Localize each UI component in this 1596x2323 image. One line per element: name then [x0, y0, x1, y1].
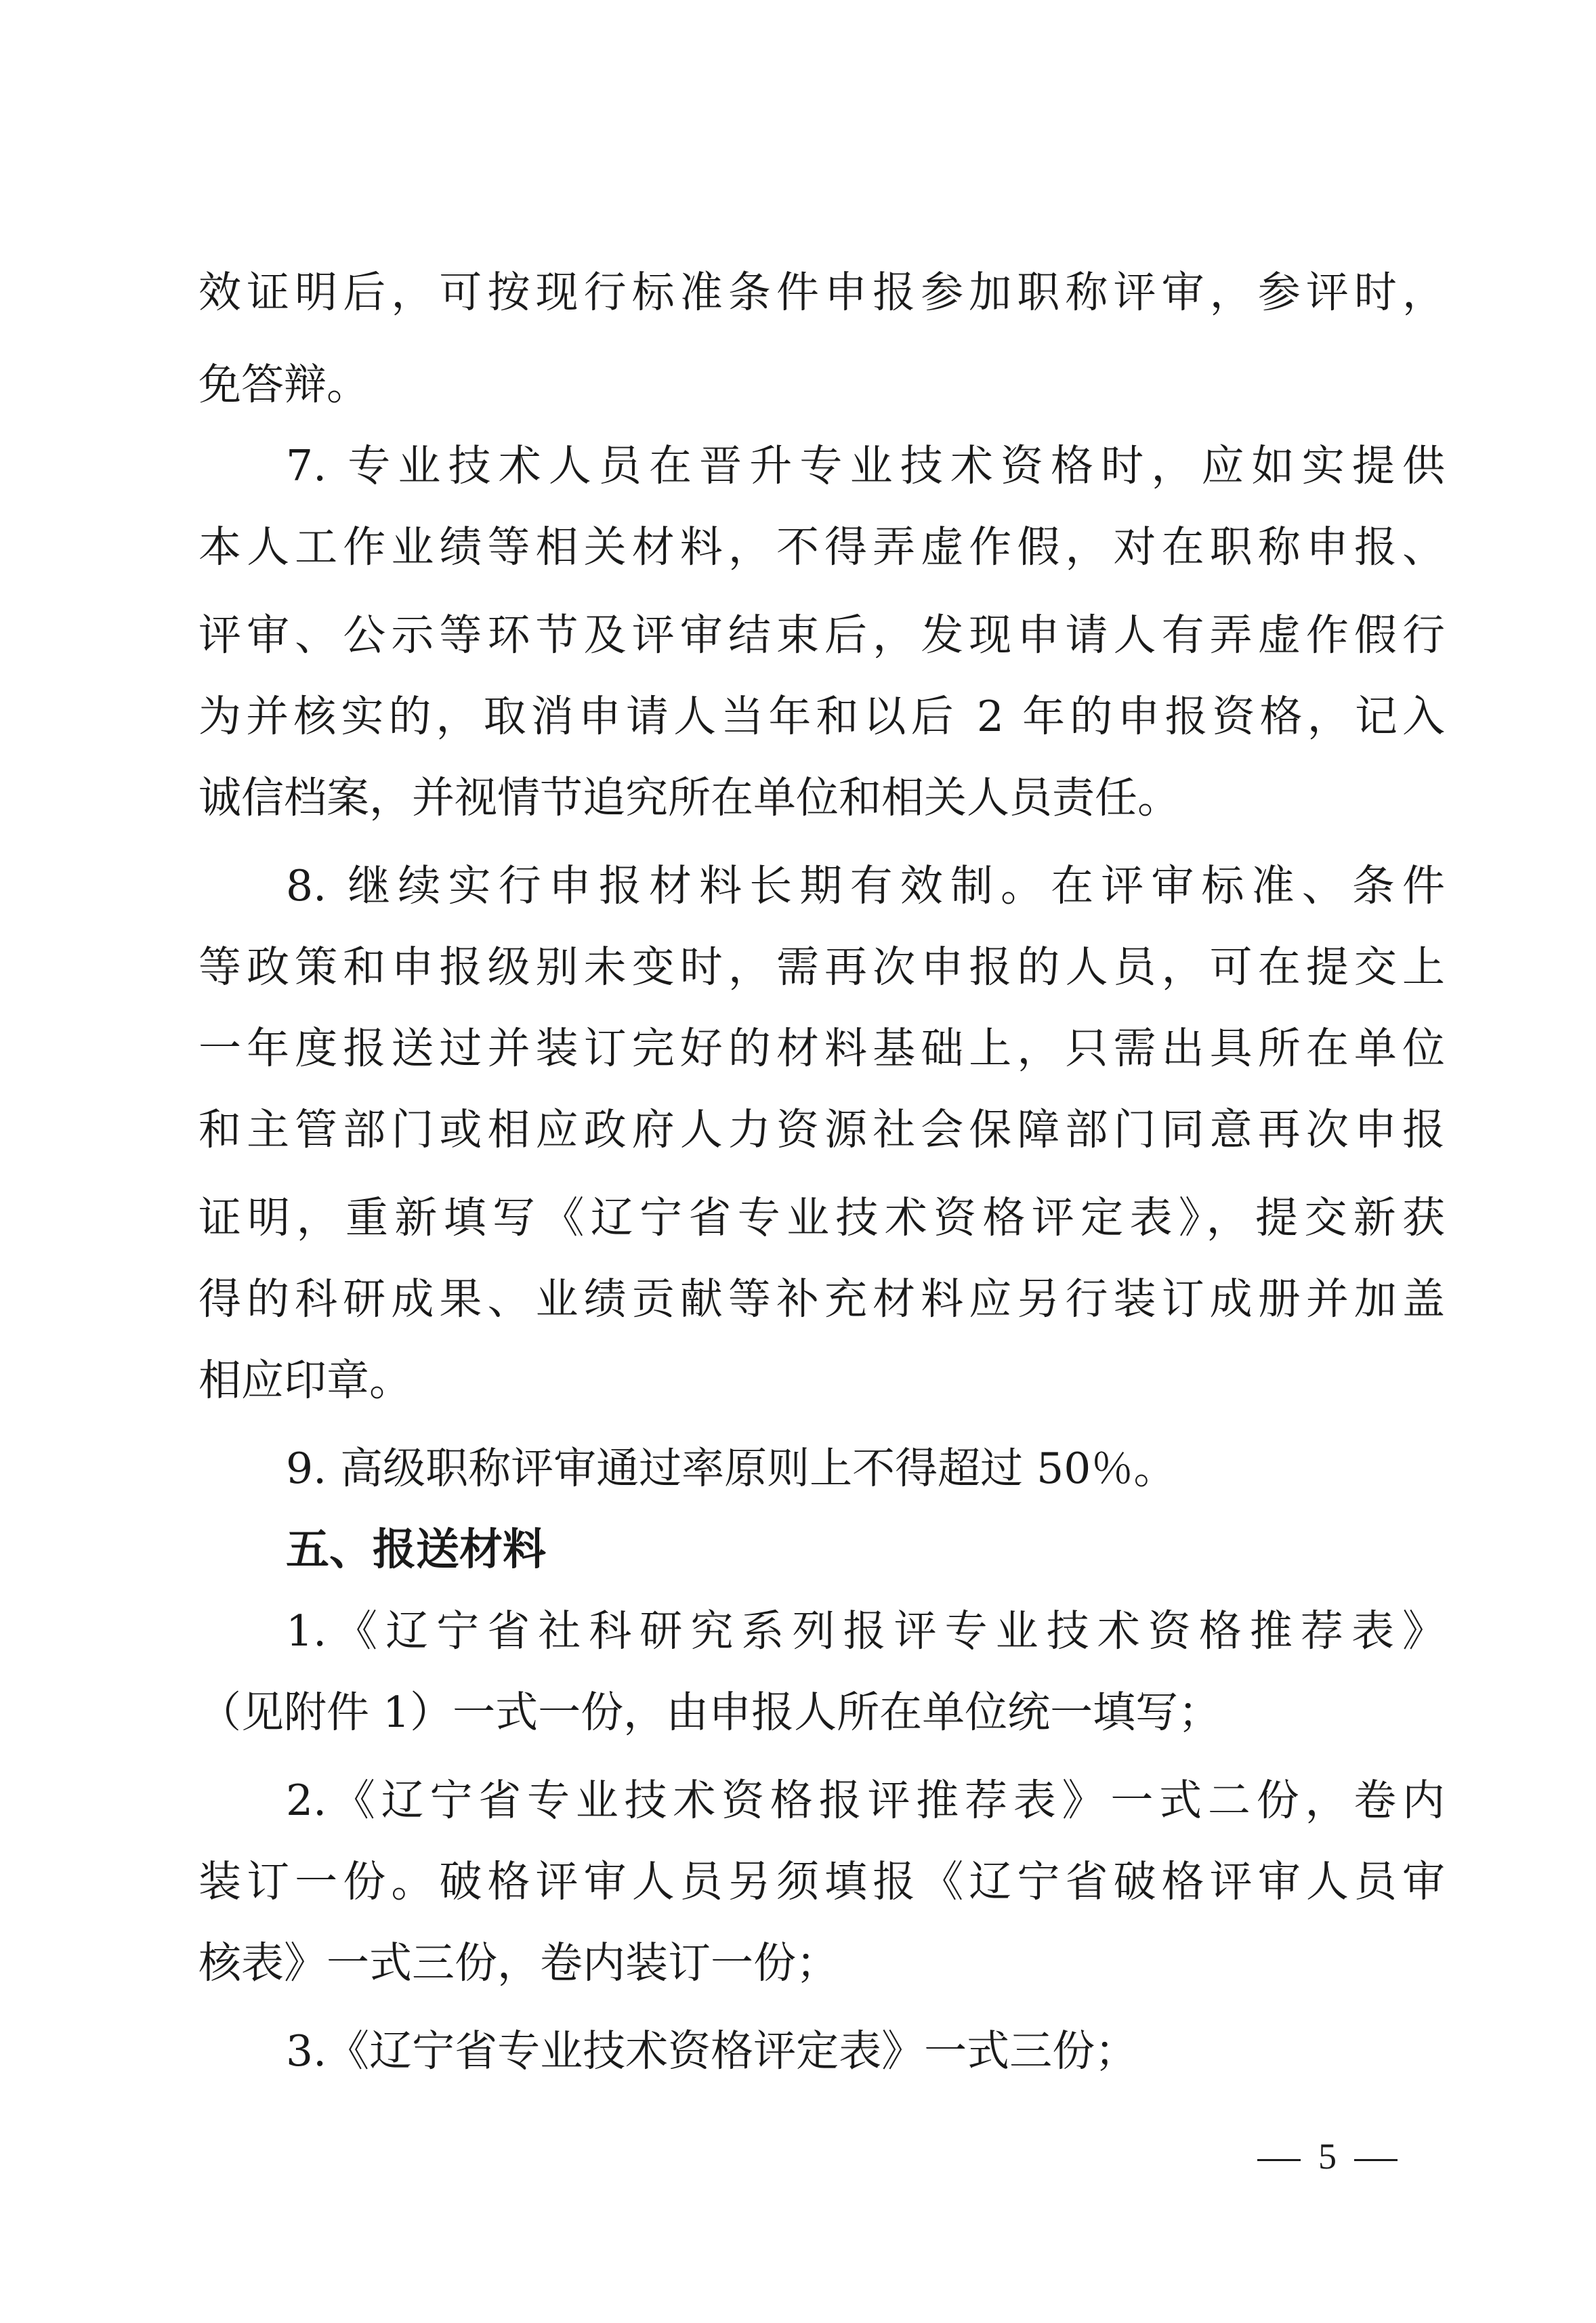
body-line: 等政策和申报级别未变时，需再次申报的人员，可在提交上: [198, 942, 1445, 992]
body-line: 本人工作业绩等相关材料，不得弄虚作假，对在职称申报、: [198, 522, 1445, 572]
body-line: 1.《辽宁省社科研究系列报评专业技术资格推荐表》: [286, 1606, 1445, 1656]
body-line: 9. 高级职称评审通过率原则上不得超过 50％。: [286, 1444, 1177, 1493]
body-line: 效证明后，可按现行标准条件申报参加职称评审，参评时，: [198, 268, 1445, 317]
body-line: 一年度报送过并装订完好的材料基础上，只需出具所在单位: [198, 1024, 1445, 1073]
body-line: 免答辩。: [198, 360, 369, 409]
body-line: 证明，重新填写《辽宁省专业技术资格评定表》，提交新获: [198, 1193, 1445, 1242]
body-line: 装订一份。破格评审人员另须填报《辽宁省破格评审人员审: [198, 1857, 1445, 1906]
body-line: 2.《辽宁省专业技术资格报评推荐表》一式二份，卷内: [286, 1776, 1445, 1825]
page-number-dash-left: [1257, 2159, 1301, 2161]
section-heading: 五、报送材料: [286, 1525, 546, 1575]
page-number-value: 5: [1318, 2136, 1337, 2177]
body-line: 3.《辽宁省专业技术资格评定表》一式三份；: [286, 2026, 1138, 2076]
body-line: 相应印章。: [198, 1356, 412, 1405]
body-line: 诚信档案，并视情节追究所在单位和相关人员责任。: [198, 773, 1180, 822]
body-line: 和主管部门或相应政府人力资源社会保障部门同意再次申报: [198, 1105, 1445, 1154]
body-line: 8. 继续实行申报材料长期有效制。在评审标准、条件: [286, 861, 1445, 911]
body-line: 为并核实的，取消申请人当年和以后 2 年的申报资格，记入: [198, 692, 1445, 741]
body-line: 得的科研成果、业绩贡献等补充材料应另行装订成册并加盖: [198, 1274, 1445, 1324]
page-number: [1240, 2138, 1415, 2175]
body-line: 7. 专业技术人员在晋升专业技术资格时，应如实提供: [286, 441, 1445, 490]
body-line: 评审、公示等环节及评审结束后，发现申请人有弄虚作假行: [198, 610, 1445, 660]
body-line: 核表》一式三份，卷内装订一份；: [198, 1938, 839, 1988]
body-line: （见附件 1）一式一份，由申报人所在单位统一填写；: [198, 1688, 1221, 1737]
page-number-dash-right: [1354, 2159, 1398, 2161]
